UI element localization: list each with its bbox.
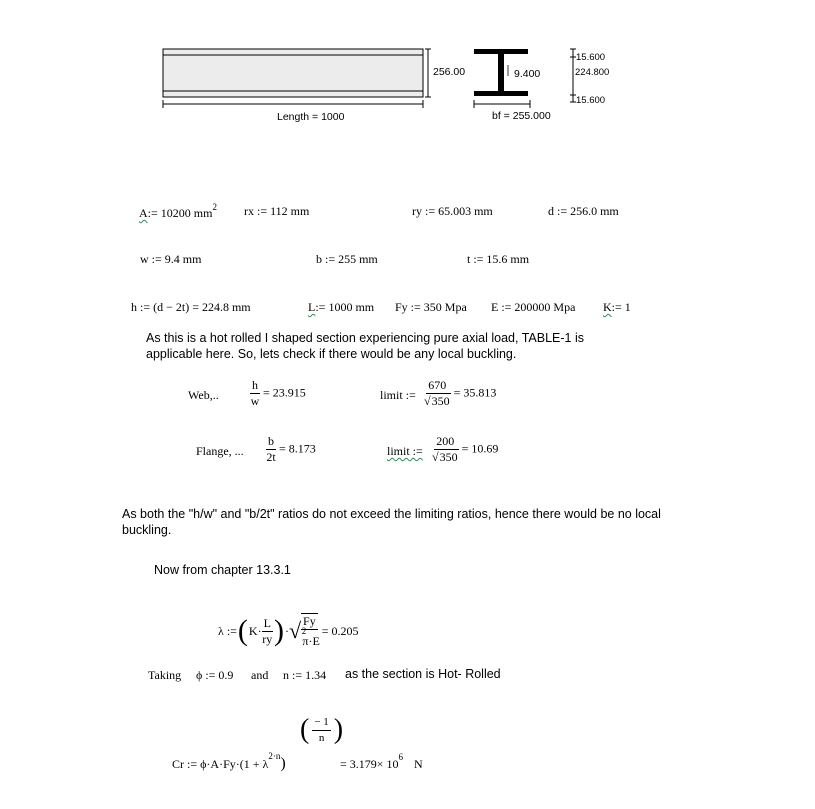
b-def: b := 255 mm bbox=[316, 252, 378, 266]
flange-limit: $\frac{200}{√350}$ = 10.69 bbox=[432, 434, 499, 464]
d-def: d := 256.0 mm bbox=[548, 204, 619, 218]
bf-label: bf = 255.000 bbox=[492, 110, 551, 122]
flange-label: Flange, ... bbox=[196, 444, 244, 458]
phi-def: ϕ := 0.9 bbox=[196, 668, 234, 682]
flange-ratio: $\frac{b}{2t}$ = 8.173 bbox=[266, 434, 316, 464]
i-section-bottom-flange bbox=[474, 91, 528, 96]
chapter-reference: Now from chapter 13.3.1 bbox=[154, 563, 291, 577]
area-def: A:= 10200 $mm^2$ bbox=[139, 202, 217, 220]
flange-bottom-label: 15.600 bbox=[576, 95, 606, 106]
web-label: Web,.. bbox=[188, 388, 219, 402]
web-ratio: $\frac{h}{w}$ = 23.915 bbox=[250, 378, 306, 408]
web-limit-label: limit := bbox=[380, 388, 416, 402]
conclusion-paragraph: As both the "h/w" and "b/2t" ratios do not exceed the limiting ratios, hence there would be no local buckling. bbox=[122, 507, 661, 537]
flange-top-label: 15.600 bbox=[576, 52, 606, 63]
Fy-def: Fy := 350 Mpa bbox=[395, 300, 467, 314]
rx-def: rx := 112 mm bbox=[244, 204, 310, 218]
taking-label: Taking bbox=[148, 668, 182, 682]
clear-height-label: 224.800 bbox=[575, 67, 610, 78]
and-word: and bbox=[251, 668, 269, 682]
depth-label: 256.00 bbox=[433, 66, 466, 78]
E-def: E := 200000 Mpa bbox=[491, 300, 576, 314]
web-limit: $\frac{670}{√350}$ = 35.813 bbox=[424, 378, 497, 408]
i-section-top-flange bbox=[474, 49, 528, 54]
section-diagram bbox=[150, 40, 630, 130]
w-def: w := 9.4 mm bbox=[140, 252, 202, 266]
K-def: K:= 1 bbox=[603, 300, 631, 314]
cr-result: = $3.179\times 10^6$ N bbox=[340, 752, 423, 771]
web-thickness-label: 9.400 bbox=[514, 68, 541, 80]
taking-tail: as the section is Hot- Rolled bbox=[345, 667, 501, 681]
cr-equation: Cr := $\phi\cdot A\cdot Fy\cdot(1 + \lambda^{2\cdot n})$ bbox=[172, 751, 286, 772]
beam-body bbox=[163, 49, 423, 97]
i-section-web bbox=[498, 54, 504, 91]
L-def: L:= 1000 mm bbox=[308, 300, 375, 314]
intro-paragraph: As this is a hot rolled I shaped section experiencing pure axial load, TABLE-1 is applicable here. So, lets check if there would be any local buckling. bbox=[146, 331, 584, 361]
ry-def: ry := 65.003 mm bbox=[412, 204, 493, 218]
flange-limit-label: limit := bbox=[387, 444, 423, 458]
cr-outer-exponent: ( $\frac{- 1}{n}$ ) bbox=[300, 714, 344, 745]
lambda-equation: λ := ( K· $\frac{L}{ry}$ ) · √ $\frac{Fy}{\pi\cdot E^2}$ = 0.205 bbox=[218, 614, 359, 648]
t-def: t := 15.6 mm bbox=[467, 252, 530, 266]
n-def: n := 1.34 bbox=[283, 668, 327, 682]
length-label: Length = 1000 bbox=[277, 111, 345, 123]
h-def: h := (d − 2t) = 224.8 mm bbox=[131, 300, 251, 314]
